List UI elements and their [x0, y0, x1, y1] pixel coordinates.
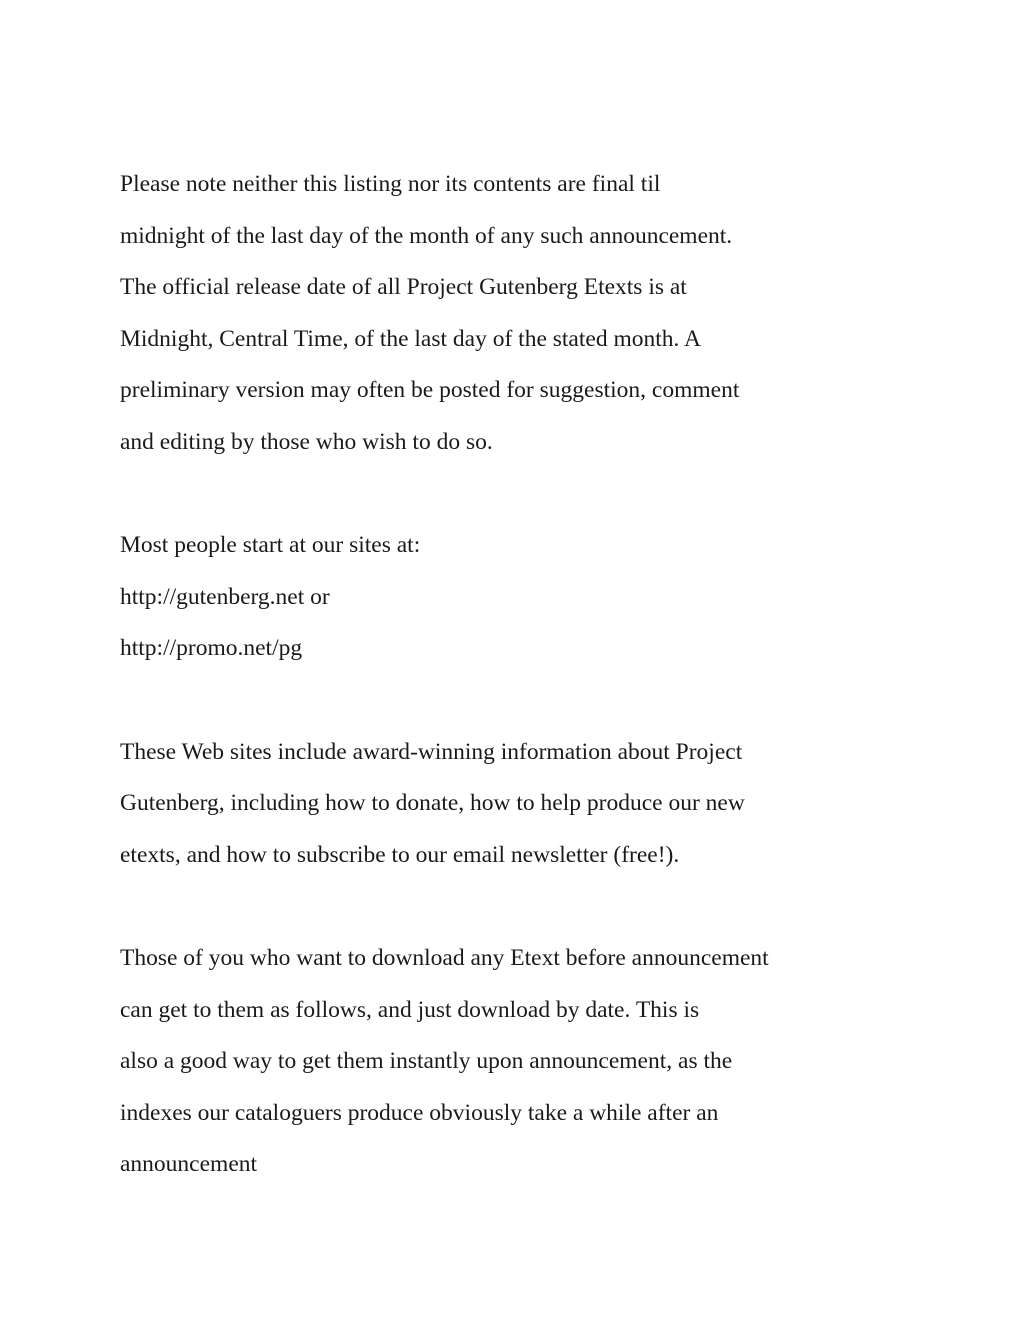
paragraph-web-sites-info: [120, 727, 900, 882]
text-line: preliminary version may often be posted for suggestion, comment: [120, 377, 740, 404]
text-line: and editing by those who wish to do so.: [120, 428, 493, 455]
text-line: midnight of the last day of the month of any such announcement.: [120, 222, 733, 249]
site-link-gutenberg: http://gutenberg.net or: [120, 583, 330, 610]
text-line: also a good way to get them instantly upon announcement, as the: [120, 1048, 733, 1075]
text-line: Those of you who want to download any Etext before announcement: [120, 944, 769, 971]
text-line: These Web sites include award-winning information about Project: [120, 738, 743, 765]
document-body: [120, 159, 900, 1191]
text-line: etexts, and how to subscribe to our email newsletter (free!).: [120, 841, 680, 868]
text-line: Midnight, Central Time, of the last day of the stated month. A: [120, 325, 701, 352]
text-line: Most people start at our sites at:: [120, 532, 421, 559]
paragraph-release-note: [120, 159, 900, 469]
text-line: Gutenberg, including how to donate, how to help produce our new: [120, 790, 745, 817]
text-line: can get to them as follows, and just download by date. This is: [120, 996, 700, 1023]
paragraph-download-info: [120, 933, 900, 1191]
paragraph-spacer: [120, 881, 900, 933]
text-line: announcement: [120, 1151, 258, 1178]
paragraph-sites: [120, 520, 900, 675]
site-link-promo: http://promo.net/pg: [120, 635, 303, 662]
text-line: The official release date of all Project Gutenberg Etexts is at: [120, 274, 687, 301]
paragraph-spacer: [120, 675, 900, 727]
text-line: Please note neither this listing nor its contents are final til: [120, 171, 661, 197]
text-line: indexes our cataloguers produce obviously take a while after an: [120, 1099, 719, 1126]
paragraph-spacer: [120, 469, 900, 521]
